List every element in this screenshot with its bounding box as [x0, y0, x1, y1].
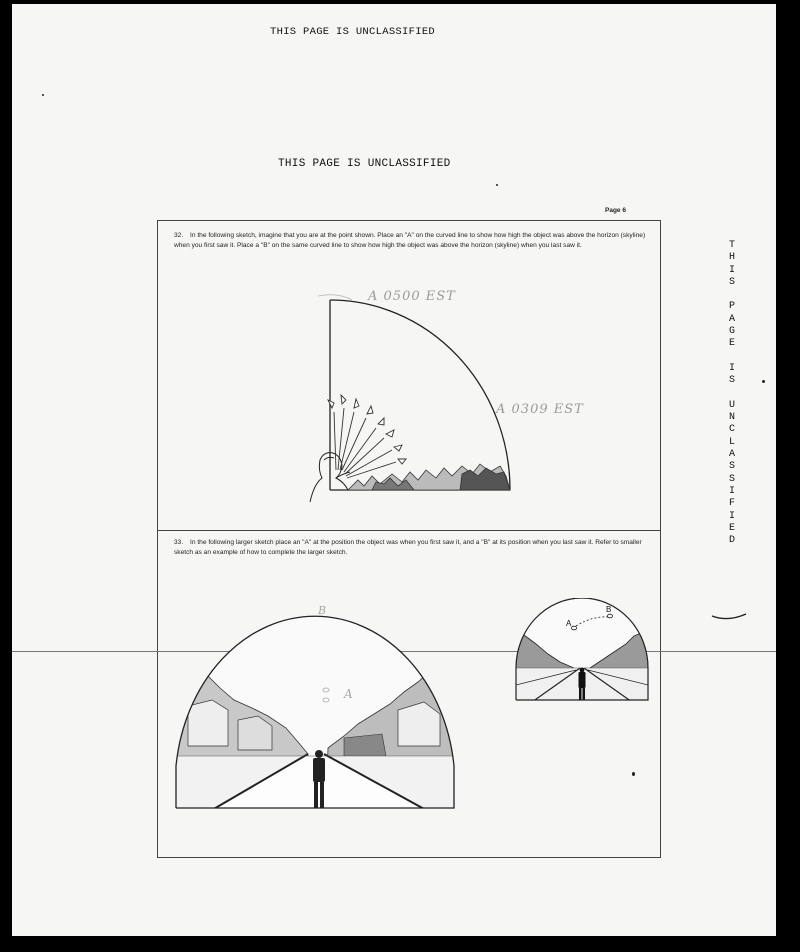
side-classification-stamp: T H I S P A G E I S U N C L A S S I F I E D [728, 240, 735, 547]
question-33 [174, 538, 652, 557]
large-street-sketch [168, 596, 458, 816]
question-divider [157, 530, 660, 531]
svg-text:B: B [318, 604, 327, 617]
question-32-text: In the following sketch, imagine that you are at the point shown. Place an "A" on the curved line to show how high the object was above the horizon (skyline) when you first saw it. Place a "B" on the same curved line to show how high the object was above the horizon (skyline) when you last saw it. [174, 232, 646, 249]
svg-text:A: A [344, 687, 353, 701]
mid-classification-header: THIS PAGE IS UNCLASSIFIED [278, 158, 451, 170]
scan-speck [762, 380, 765, 383]
left-house [188, 700, 228, 746]
scan-speck [42, 94, 44, 96]
top-classification-header: THIS PAGE IS UNCLASSIFIED [270, 26, 436, 38]
page-number: Page 6 [605, 207, 626, 214]
scan-speck [632, 772, 635, 776]
example-sketch [512, 598, 652, 706]
question-32-number: 32. [174, 232, 184, 239]
example-label-a: A [566, 619, 572, 628]
edge-scan-mark [708, 582, 768, 622]
question-33-text: In the following larger sketch place an "A" at the position the object was when you first saw it, and a "B" at its position when you last saw it. Refer to smaller sketch as an example of how to complete the larger sketch. [174, 539, 642, 556]
handwritten-last-time: A 0309 EST [496, 402, 584, 417]
question-33-number: 33. [174, 539, 184, 546]
scan-speck [496, 184, 498, 186]
handwritten-first-time: A 0500 EST [368, 289, 456, 304]
question-32 [174, 231, 648, 250]
example-label-b: B [606, 605, 612, 614]
document-page [12, 4, 776, 936]
right-hedge [344, 734, 386, 756]
